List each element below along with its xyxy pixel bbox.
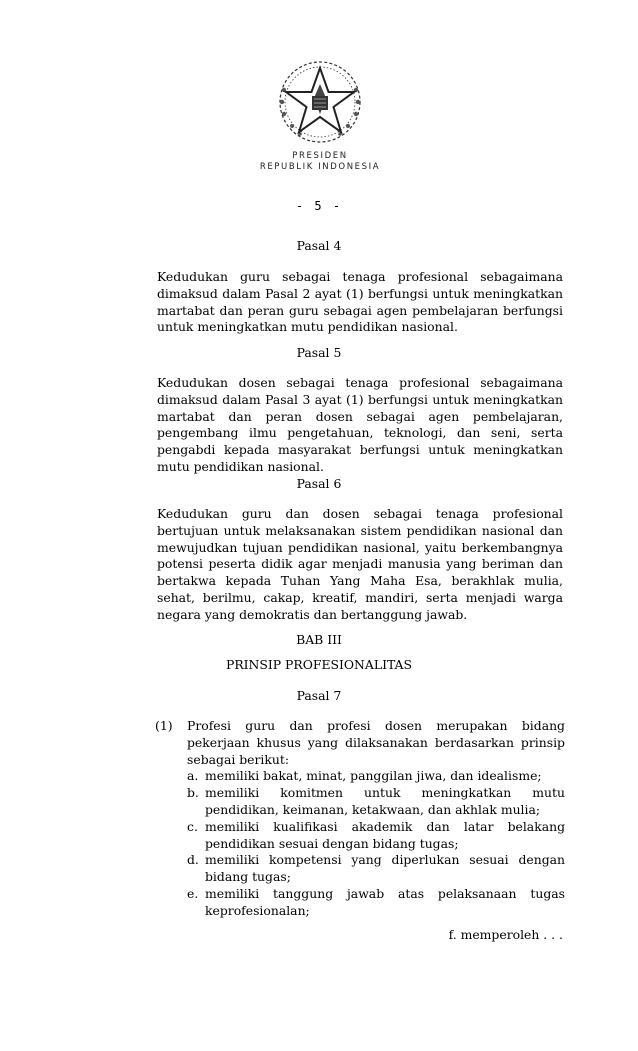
- catchword-next-page: f. memperoleh . . .: [448, 927, 563, 942]
- header-line-republik-indonesia: REPUBLIK INDONESIA: [259, 162, 381, 172]
- pasal-5-text: Kedudukan dosen sebagai tenaga profesional sebagaimana dimaksud dalam Pasal 3 ayat (1) berfungsi untuk meningkatkan martabat dan peran dosen sebagai agen pembelajaran, pengembang ilmu pengetahuan, teknologi, dan seni, serta pengabdi kepada masyarakat berfungsi untuk meningkatkan mutu pendidikan nasional.: [157, 375, 563, 474]
- list-item: [187, 785, 565, 819]
- header-line-presiden: PRESIDEN: [292, 151, 348, 161]
- pasal-7-item-1-text: Profesi guru dan profesi dosen merupakan bidang pekerjaan khusus yang dilaksanakan berdasarkan prinsip sebagai berikut:: [187, 718, 565, 767]
- pasal-7-item-1: [155, 718, 565, 920]
- bab-title: PRINSIP PROFESIONALITAS: [225, 657, 412, 672]
- pasal-6-heading: Pasal 6: [296, 476, 342, 491]
- page-number: - 5 -: [295, 199, 343, 213]
- sub-item-marker: b.: [187, 785, 199, 801]
- pasal-4-heading: Pasal 4: [296, 238, 342, 253]
- pasal-6-text: Kedudukan guru dan dosen sebagai tenaga profesional bertujuan untuk melaksanakan sistem pendidikan nasional dan mewujudkan tujuan pendidikan nasional, yaitu berkembangnya potensi peserta didik agar menjadi manusia yang beriman dan bertakwa kepada Tuhan Yang Maha Esa, berakhlak mulia, sehat, berilmu, cakap, kreatif, mandiri, serta menjadi warga negara yang demokratis dan bertanggung jawab.: [157, 506, 563, 622]
- pasal-7-heading: Pasal 7: [296, 688, 342, 703]
- sub-item-text: memiliki kualifikasi akademik dan latar belakang pendidikan sesuai dengan bidang tugas;: [205, 818, 565, 851]
- sub-item-text: memiliki kompetensi yang diperlukan sesuai dengan bidang tugas;: [205, 852, 565, 885]
- pasal-7-list: [155, 718, 565, 920]
- list-item: [187, 768, 565, 785]
- pasal-4-text: Kedudukan guru sebagai tenaga profesional sebagaimana dimaksud dalam Pasal 2 ayat (1) berfungsi untuk meningkatkan martabat dan peran guru sebagai agen pembelajaran berfungsi untuk meningkatkan mutu pendidikan nasional.: [157, 269, 563, 335]
- sub-item-marker: e.: [187, 885, 199, 901]
- sub-item-text: memiliki tanggung jawab atas pelaksanaan tugas keprofesionalan;: [205, 885, 565, 918]
- sub-item-marker: a.: [187, 768, 199, 784]
- item-marker: (1): [155, 718, 173, 733]
- list-item: [187, 886, 565, 920]
- sub-item-text: memiliki komitmen untuk meningkatkan mutu pendidikan, keimanan, ketakwaan, dan akhlak mulia;: [205, 785, 565, 817]
- bab-number: BAB III: [296, 632, 342, 647]
- sub-item-marker: d.: [187, 852, 199, 868]
- sub-item-text: memiliki bakat, minat, panggilan jiwa, dan idealisme;: [205, 768, 542, 784]
- list-item: [187, 852, 565, 886]
- garuda-star-emblem-icon: [270, 52, 370, 152]
- list-item: [187, 819, 565, 853]
- pasal-5-heading: Pasal 5: [296, 345, 342, 360]
- sub-item-marker: c.: [187, 818, 198, 834]
- pasal-7-sub-list: [187, 768, 565, 919]
